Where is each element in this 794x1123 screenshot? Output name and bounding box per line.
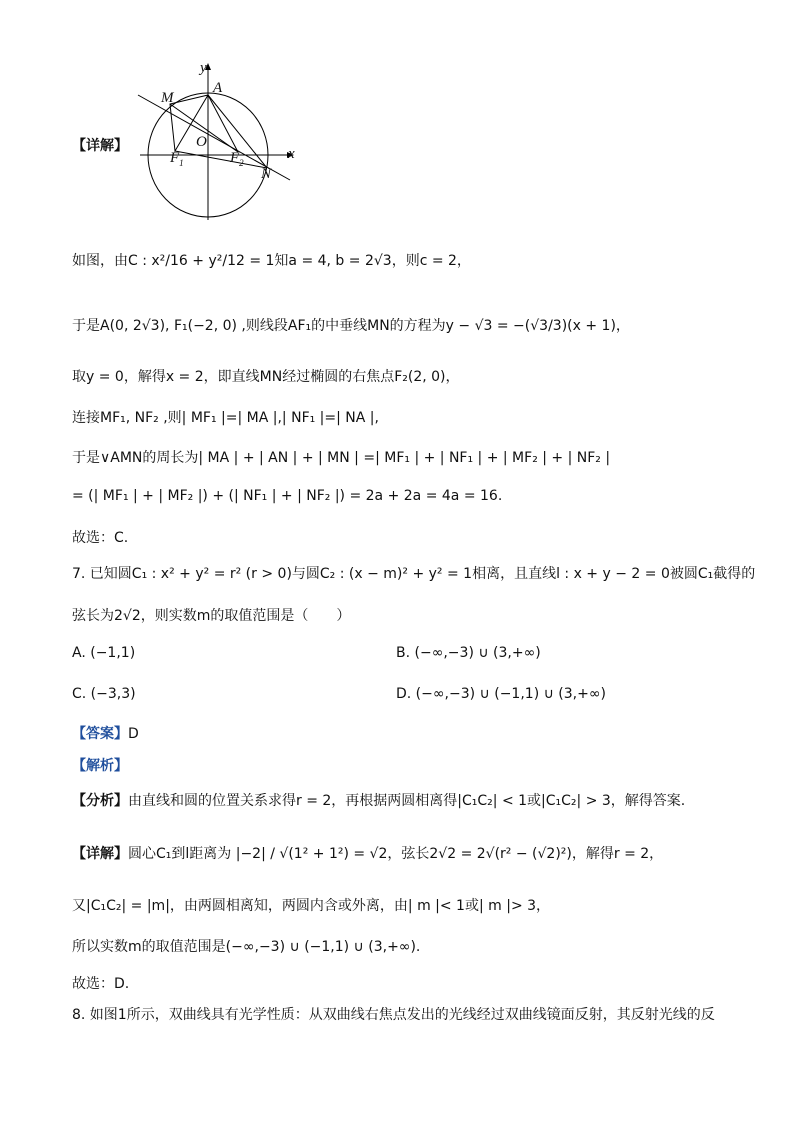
segment-af2	[208, 95, 238, 152]
q7-analysis-label: 【解析】	[72, 758, 128, 774]
q7-option-a: A. (−1,1)	[72, 645, 136, 661]
q8-stem: 8. 如图1所示，双曲线具有光学性质：从双曲线右焦点发出的光线经过双曲线镜面反射，其反射光线的反	[72, 1007, 715, 1023]
q7-detail: 【详解】圆心C₁到l距离为 |−2| / √(1² + 1²) = √2，弦长2√2 = 2√(r² − (√2)²)，解得r = 2，	[72, 846, 664, 862]
label-x: x	[288, 146, 295, 162]
q7-stem-line1: 7. 已知圆C₁ : x² + y² = r² (r > 0)与圆C₂ : (x − m)² + y² = 1相离，且直线l : x + y − 2 = 0被圆C₁截得的	[72, 566, 756, 582]
ellipse-figure	[130, 62, 310, 222]
sol6-line4: 连接MF₁, NF₂ ,则| MF₁ |=| MA |,| NF₁ |=| NA |,	[72, 410, 379, 426]
label-a: A	[213, 80, 223, 96]
label-f1: $F_1$	[170, 150, 184, 168]
label-n: N	[261, 166, 272, 182]
q7-fenxi: 【分析】由直线和圆的位置关系求得r = 2，再根据两圆相离得|C₁C₂| < 1或|C₁C₂| > 3，解得答案.	[72, 793, 686, 809]
sol6-line2: 于是A(0, 2√3), F₁(−2, 0) ,则线段AF₁的中垂线MN的方程为y − √3 = −(√3/3)(x + 1)，	[72, 318, 630, 334]
q7-option-b: B. (−∞,−3) ∪ (3,+∞)	[396, 645, 541, 661]
sol6-line7: 故选：C.	[72, 530, 129, 546]
q7-line4: 故选：D.	[72, 976, 130, 992]
q7-option-c: C. (−3,3)	[72, 686, 136, 702]
q7-line2: 又|C₁C₂| = |m|，由两圆相离知，两圆内含或外离，由| m |< 1或| m |> 3，	[72, 898, 551, 914]
q7-stem-line2: 弦长为2√2，则实数m的取值范围是（ ）	[72, 608, 351, 624]
q7-line3: 所以实数m的取值范围是(−∞,−3) ∪ (−1,1) ∪ (3,+∞).	[72, 939, 421, 955]
sol6-line6: = (| MF₁ | + | MF₂ |) + (| NF₁ | + | NF₂ |) = 2a + 2a = 4a = 16.	[72, 488, 503, 504]
q7-option-d: D. (−∞,−3) ∪ (−1,1) ∪ (3,+∞)	[396, 686, 606, 702]
sol6-line3: 取y = 0，解得x = 2，即直线MN经过椭圆的右焦点F₂(2, 0)，	[72, 369, 460, 385]
label-m: M	[161, 90, 174, 106]
q7-answer: 【答案】D	[72, 726, 139, 742]
label-o: O	[196, 134, 207, 150]
sol6-line5: 于是∨AMN的周长为| MA | + | AN | + | MN | =| MF₁ | + | NF₁ | + | MF₂ | + | NF₂ |	[72, 450, 611, 466]
label-f2: $F_2$	[230, 150, 244, 168]
sol6-line1: 如图，由C : x²/16 + y²/12 = 1知a = 4, b = 2√3，则c = 2，	[72, 253, 471, 269]
detail-label: 【详解】	[72, 138, 128, 154]
label-y: y	[200, 60, 207, 76]
